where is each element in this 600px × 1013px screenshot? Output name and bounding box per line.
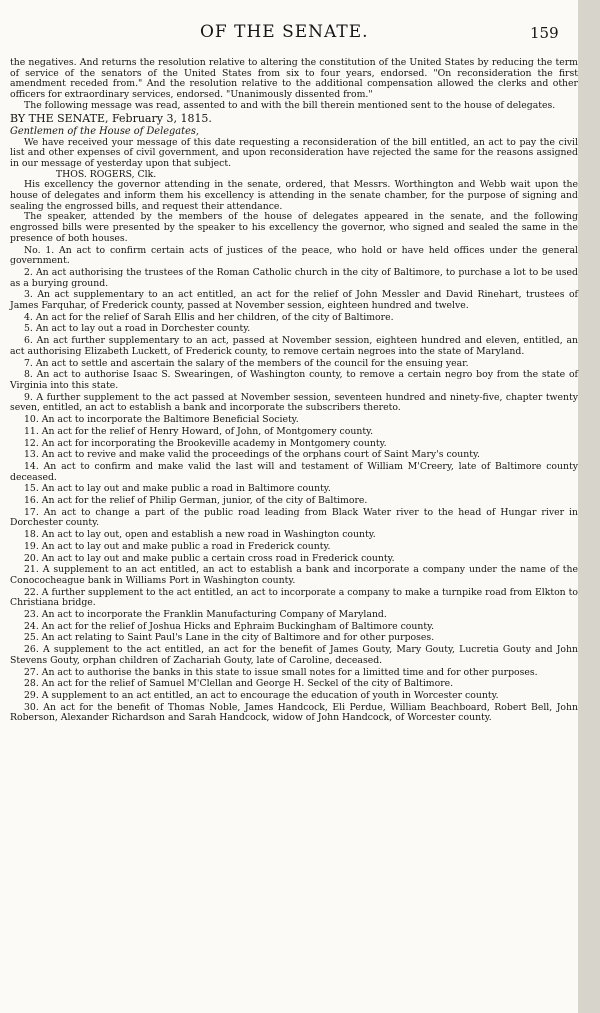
bill-item: 23. An act to incorporate the Franklin Manufacturing Company of Maryland. <box>24 609 387 621</box>
bill-item: 22. A further supplement to the act entitled, an act to incorporate a company to make a turnpike road from Elkton to Christiana bridge. <box>10 586 578 609</box>
bill-item: 29. A supplement to an act entitled, an act to encourage the education of youth in Worcester county. <box>24 689 499 701</box>
proceedings-paragraph: The speaker, attended by the members of the house of delegates appeared in the senate, and the following engrossed bills were presented by the speaker to his excellency the governor, who signed and sealed the same in the presence of both houses. <box>10 211 578 244</box>
bill-item: 11. An act for the relief of Henry Howard, of John, of Montgomery county. <box>24 425 374 437</box>
bill-item: 5. An act to lay out a road in Dorchester county. <box>24 323 251 335</box>
page-gutter-shadow <box>578 0 600 1013</box>
intro-paragraph: The following message was read, assented to and with the bill therein mentioned sent to the house of delegates. <box>24 99 556 111</box>
bill-item: 17. An act to change a part of the public road leading from Black Water river to the head of Hungar river in Dorchester county. <box>10 506 578 529</box>
bill-list <box>10 246 578 725</box>
bill-item: 10. An act to incorporate the Baltimore Beneficial Society. <box>24 414 299 426</box>
bill-item: 30. An act for the benefit of Thomas Noble, James Handcock, Eli Perdue, William Beachboard, Robert Bell, John Roberson, Alexander Richardson and Sarah Handcock, widow of John Handcock, of Worcester county. <box>10 701 578 724</box>
bill-item: 19. An act to lay out and make public a road in Frederick county. <box>24 540 331 552</box>
bill-item: No. 1. An act to confirm certain acts of justices of the peace, who hold or have held offices under the general government. <box>10 244 578 267</box>
page-title: OF THE SENATE. <box>200 22 369 42</box>
bill-item: 16. An act for the relief of Philip German, junior, of the city of Baltimore. <box>24 495 368 507</box>
bill-item: 3. An act supplementary to an act entitled, an act for the relief of John Messler and David Rinehart, trustees of James Farquhar, of Frederick county, passed at November session, eighteen hundred and twelve. <box>10 289 578 312</box>
bill-item: 21. A supplement to an act entitled, an act to establish a bank and incorporate a company under the name of the Conococheague bank in Williams Port in Washington county. <box>10 564 578 586</box>
bill-item: 15. An act to lay out and make public a road in Baltimore county. <box>24 483 331 495</box>
page-number: 159 <box>530 24 559 42</box>
bill-item: 2. An act authorising the trustees of the Roman Catholic church in the city of Baltimore, to purchase a lot to be used as a burying ground. <box>10 266 578 289</box>
message-text: We have received your message of this date requesting a reconsideration of the bill entitled, an act to pay the civil list and other expenses of civil government, and upon reconsideration have rejected the same for the reasons assigned in our message of yesterday upon that subject. <box>10 136 578 169</box>
bill-item: 20. An act to lay out and make public a certain cross road in Frederick county. <box>24 552 395 564</box>
proceedings-paragraph: His excellency the governor attending in the senate, ordered, that Messrs. Worthington and Webb wait upon the house of delegates and inform them his excellency is attending in the senate chamber, for the purpose of signing and sealing the engrossed bills, and request their attendance. <box>10 179 578 212</box>
bill-item: 4. An act for the relief of Sarah Ellis and her children, of the city of Baltimore. <box>24 311 394 323</box>
bill-item: 6. An act further supplementary to an act, passed at November session, eighteen hundred and eleven, entitled, an act authorising Elizabeth Luckett, of Frederick county, to remove certain negroes into the state of Maryland. <box>10 335 578 357</box>
bill-item: 27. An act to authorise the banks in this state to issue small notes for a limitted time and for other purposes. <box>24 666 538 678</box>
message-salutation: Gentlemen of the House of Delegates, <box>10 125 200 137</box>
bill-item: 24. An act for the relief of Joshua Hicks and Ephraim Buckingham of Baltimore county. <box>24 620 435 632</box>
bill-item: 8. An act to authorise Isaac S. Swearingen, of Washington county, to remove a certain negro boy from the state of Virginia into this state. <box>10 369 578 391</box>
bill-item: 26. A supplement to the act entitled, an act for the benefit of James Gouty, Mary Gouty, Lucretia Gouty and John Stevens Gouty, orphan children of Zachariah Gouty, late of Caroline, deceased. <box>10 644 578 666</box>
bill-item: 7. An act to settle and ascertain the salary of the members of the council for the ensuing year. <box>24 357 469 369</box>
message-heading: BY THE SENATE, February 3, 1815. <box>10 111 212 125</box>
clerk-signature: THOS. ROGERS, Clk. <box>55 168 157 180</box>
bill-item: 18. An act to lay out, open and establish a new road in Washington county. <box>24 529 376 541</box>
bill-item: 9. A further supplement to the act passed at November session, seventeen hundred and ninety-five, chapter twenty seven, entitled, an act to establish a bank and incorporate the subscribers thereto. <box>10 391 578 414</box>
bill-item: 14. An act to confirm and make valid the last will and testament of William M'Creery, late of Baltimore county deceased. <box>10 460 578 483</box>
journal-body <box>10 58 578 724</box>
bill-item: 25. An act relating to Saint Paul's Lane in the city of Baltimore and for other purposes. <box>24 632 435 644</box>
running-header <box>0 22 600 46</box>
intro-paragraph: the negatives. And returns the resolution relative to altering the constitution of the United States by reducing the term of service of the senators of the United States from six to four years, endorsed. "On reconsideration the first amendment receded from." And the resolution relative to the additional compensation allowed the clerks and other officers for extraordinary services, endorsed. "Unanimously dissented from." <box>10 57 578 101</box>
bill-item: 12. An act for incorporating the Brookeville academy in Montgomery county. <box>24 437 387 449</box>
bill-item: 28. An act for the relief of Samuel M'Clellan and George H. Seckel of the city of Baltimore. <box>24 678 454 690</box>
bill-item: 13. An act to revive and make valid the proceedings of the orphans court of Saint Mary's county. <box>24 449 480 461</box>
